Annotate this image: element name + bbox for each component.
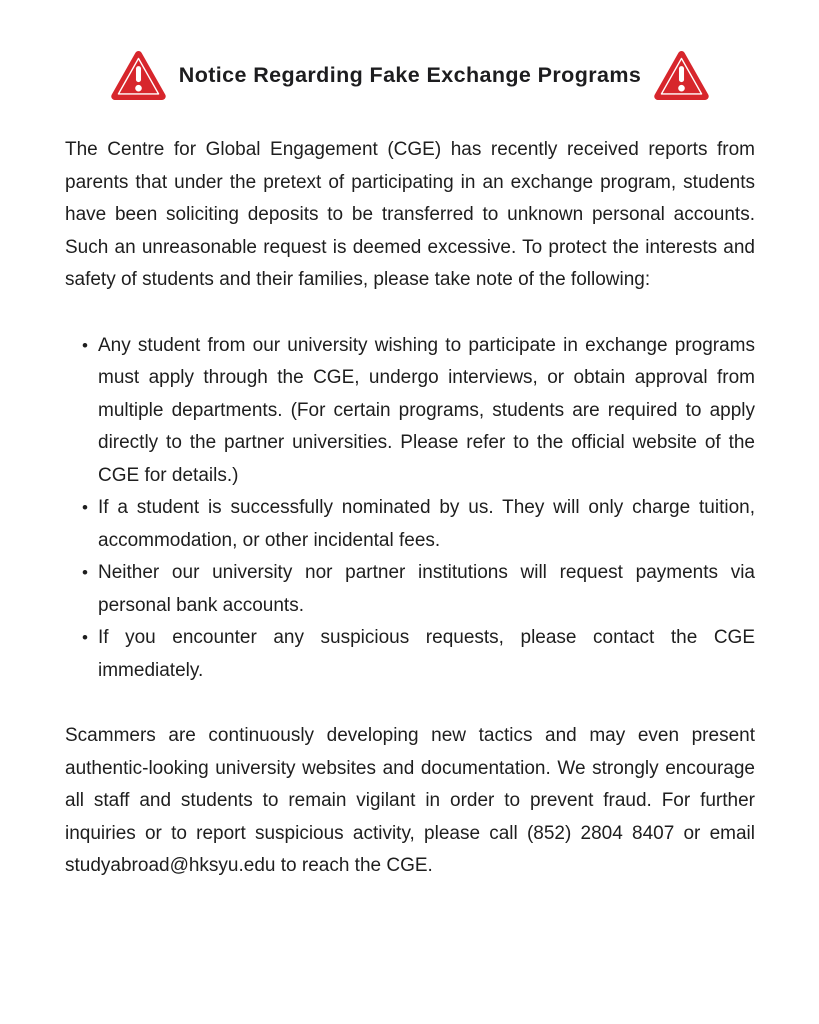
list-item: • If you encounter any suspicious requests, please contact the CGE immediately. <box>98 622 755 687</box>
warning-triangle-icon <box>111 50 166 101</box>
notice-bullet-list <box>65 330 755 688</box>
list-item: • If a student is successfully nominated by us. They will only charge tuition, accommodation, or other incidental fees. <box>98 492 755 557</box>
intro-paragraph: The Centre for Global Engagement (CGE) has recently received reports from parents that under the pretext of participating in an exchange program, students have been soliciting deposits to be transferred to unknown personal accounts. Such an unreasonable request is deemed excessive. To protect the interests and safety of students and their families, please take note of the following: <box>65 139 755 290</box>
list-item: • Neither our university nor partner institutions will request payments via personal bank accounts. <box>98 557 755 622</box>
page-title: Notice Regarding Fake Exchange Programs <box>178 62 642 87</box>
warning-triangle-icon <box>654 50 709 101</box>
notice-header <box>65 47 755 103</box>
closing-paragraph: Scammers are continuously developing new tactics and may even present authentic-looking university websites and documentation. We strongly encourage all staff and students to remain vigilant in order to prevent fraud. For further inquiries or to report suspicious activity, please call (852) 2804 8407 or email studyabroad@hksyu.edu to reach the CGE. <box>65 725 755 876</box>
list-item: • Any student from our university wishing to participate in exchange programs must apply through the CGE, undergo interviews, or obtain approval from multiple departments. (For certain programs, students are required to apply directly to the partner universities. Please refer to the official website of the CGE for details.) <box>98 330 755 493</box>
